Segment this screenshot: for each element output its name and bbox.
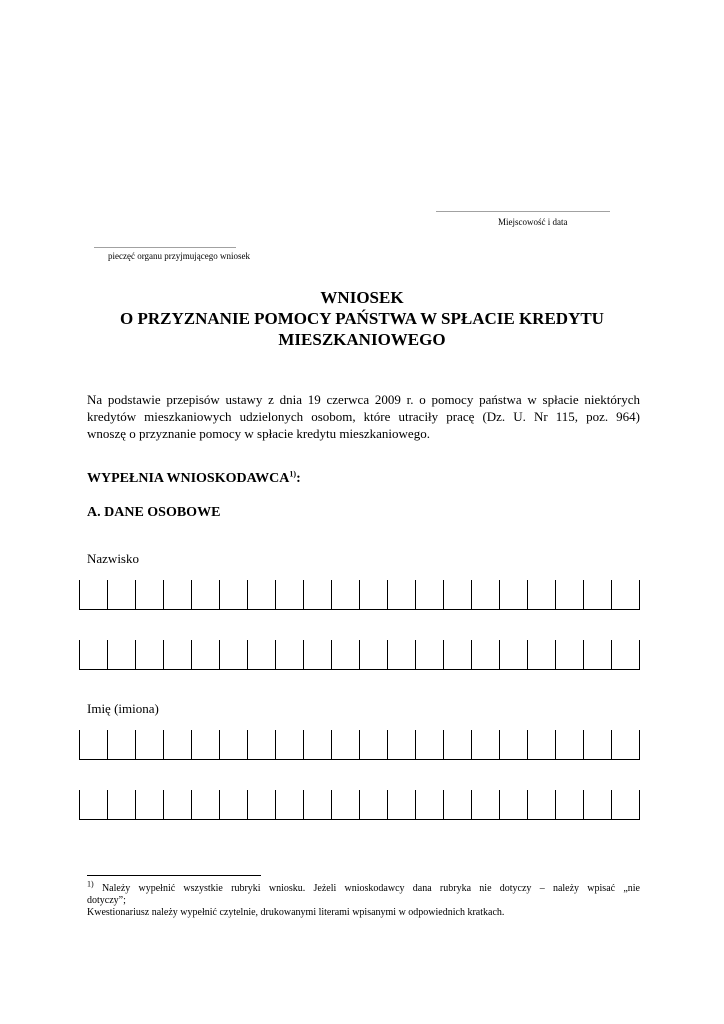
- letter-box[interactable]: [499, 790, 527, 819]
- letter-box[interactable]: [303, 640, 331, 669]
- letter-box[interactable]: [107, 640, 135, 669]
- section-applicant-heading: [87, 471, 301, 487]
- date-label: Miejscowość i data: [498, 217, 568, 227]
- letter-box[interactable]: [527, 640, 555, 669]
- letter-box[interactable]: [331, 790, 359, 819]
- letter-box[interactable]: [191, 730, 219, 759]
- footnote-line-2: dotyczy”;: [87, 895, 126, 906]
- letter-box[interactable]: [555, 580, 583, 609]
- letter-box[interactable]: [527, 580, 555, 609]
- footnote-line-1: [87, 879, 641, 895]
- letter-box[interactable]: [247, 640, 275, 669]
- letter-box[interactable]: [275, 640, 303, 669]
- date-dots: .......................................................................................: [436, 206, 610, 214]
- letter-box[interactable]: [471, 730, 499, 759]
- letter-box[interactable]: [611, 790, 640, 819]
- footnote-text-1: Należy wypełnić wszystkie rubryki wniosku. Jeżeli wnioskodawcy dana rubryka nie dotyczy – należy wpisać „nie: [101, 883, 641, 894]
- intro-line-2: kredytów mieszkaniowych udzielonych osobom, które utraciły pracę (Dz. U. Nr 115, poz. 964): [87, 409, 640, 424]
- letter-box[interactable]: [219, 640, 247, 669]
- letter-box[interactable]: [107, 790, 135, 819]
- footnote-line-3: Kwestionariusz należy wypełnić czytelnie, drukowanymi literami wpisanymi w odpowiednich kratkach.: [87, 907, 505, 918]
- intro-line-1: Na podstawie przepisów ustawy z dnia 19 czerwca 2009 r. o pomocy państwa w spłacie niektórych: [87, 392, 640, 407]
- letter-box[interactable]: [107, 730, 135, 759]
- letter-box[interactable]: [135, 640, 163, 669]
- letter-box[interactable]: [331, 580, 359, 609]
- letter-box[interactable]: [583, 730, 611, 759]
- letter-box[interactable]: [387, 640, 415, 669]
- letter-box[interactable]: [79, 580, 107, 609]
- letter-box[interactable]: [107, 580, 135, 609]
- letter-box[interactable]: [79, 640, 107, 669]
- letter-box[interactable]: [611, 580, 640, 609]
- letter-box[interactable]: [471, 640, 499, 669]
- letter-box[interactable]: [387, 790, 415, 819]
- letter-box[interactable]: [275, 790, 303, 819]
- letter-box[interactable]: [443, 640, 471, 669]
- letter-box[interactable]: [303, 580, 331, 609]
- letter-box[interactable]: [471, 790, 499, 819]
- letter-box[interactable]: [219, 730, 247, 759]
- letter-box[interactable]: [443, 730, 471, 759]
- letter-box[interactable]: [499, 640, 527, 669]
- letter-box[interactable]: [415, 790, 443, 819]
- intro-paragraph: [87, 391, 640, 442]
- letter-box[interactable]: [359, 730, 387, 759]
- section-applicant-text: WYPEŁNIA WNIOSKODAWCA: [87, 471, 290, 486]
- letter-box[interactable]: [219, 790, 247, 819]
- letter-box[interactable]: [555, 790, 583, 819]
- stamp-label: pieczęć organu przyjmującego wniosek: [108, 251, 251, 261]
- letter-box[interactable]: [191, 580, 219, 609]
- letter-box[interactable]: [471, 580, 499, 609]
- letter-box[interactable]: [247, 580, 275, 609]
- letter-box[interactable]: [135, 790, 163, 819]
- letter-box[interactable]: [359, 790, 387, 819]
- letter-box[interactable]: [583, 580, 611, 609]
- letter-box[interactable]: [303, 790, 331, 819]
- letter-box[interactable]: [163, 790, 191, 819]
- footnote-ref: 1): [289, 469, 297, 479]
- surname-label: Nazwisko: [87, 551, 139, 566]
- letter-box[interactable]: [247, 790, 275, 819]
- surname-boxes-row-2[interactable]: [79, 640, 640, 670]
- letter-box[interactable]: [219, 580, 247, 609]
- letter-box[interactable]: [359, 580, 387, 609]
- footnote: [87, 879, 641, 919]
- first-name-boxes-row-1[interactable]: [79, 730, 640, 760]
- first-name-boxes-row-2[interactable]: [79, 790, 640, 820]
- letter-box[interactable]: [415, 730, 443, 759]
- intro-line-3: wnoszę o przyznanie pomocy w spłacie kredytu mieszkaniowego.: [87, 426, 430, 441]
- letter-box[interactable]: [331, 730, 359, 759]
- letter-box[interactable]: [331, 640, 359, 669]
- letter-box[interactable]: [499, 580, 527, 609]
- letter-box[interactable]: [275, 580, 303, 609]
- letter-box[interactable]: [415, 580, 443, 609]
- letter-box[interactable]: [527, 790, 555, 819]
- letter-box[interactable]: [443, 790, 471, 819]
- letter-box[interactable]: [275, 730, 303, 759]
- surname-boxes-row-1[interactable]: [79, 580, 640, 610]
- letter-box[interactable]: [191, 790, 219, 819]
- letter-box[interactable]: [583, 790, 611, 819]
- footnote-marker: 1): [87, 879, 94, 889]
- letter-box[interactable]: [163, 730, 191, 759]
- title-line-1: WNIOSEK: [320, 288, 404, 307]
- letter-box[interactable]: [555, 640, 583, 669]
- section-a-heading: A. DANE OSOBOWE: [87, 505, 221, 520]
- letter-box[interactable]: [611, 640, 640, 669]
- letter-box[interactable]: [527, 730, 555, 759]
- letter-box[interactable]: [415, 640, 443, 669]
- letter-box[interactable]: [387, 580, 415, 609]
- letter-box[interactable]: [611, 730, 640, 759]
- letter-box[interactable]: [163, 580, 191, 609]
- letter-box[interactable]: [583, 640, 611, 669]
- letter-box[interactable]: [163, 640, 191, 669]
- first-name-label: Imię (imiona): [87, 701, 159, 716]
- letter-box[interactable]: [387, 730, 415, 759]
- title-line-2: O PRZYZNANIE POMOCY PAŃSTWA W SPŁACIE KREDYTU: [120, 309, 604, 328]
- letter-box[interactable]: [499, 730, 527, 759]
- letter-box[interactable]: [135, 730, 163, 759]
- letter-box[interactable]: [555, 730, 583, 759]
- letter-box[interactable]: [135, 580, 163, 609]
- stamp-dots: .......................................................................: [94, 242, 236, 250]
- title-line-3: MIESZKANIOWEGO: [278, 330, 446, 349]
- letter-box[interactable]: [247, 730, 275, 759]
- letter-box[interactable]: [79, 790, 107, 819]
- letter-box[interactable]: [359, 640, 387, 669]
- letter-box[interactable]: [303, 730, 331, 759]
- letter-box[interactable]: [79, 730, 107, 759]
- section-applicant-colon: :: [296, 471, 301, 486]
- letter-box[interactable]: [191, 640, 219, 669]
- letter-box[interactable]: [443, 580, 471, 609]
- footnote-separator: [87, 875, 261, 876]
